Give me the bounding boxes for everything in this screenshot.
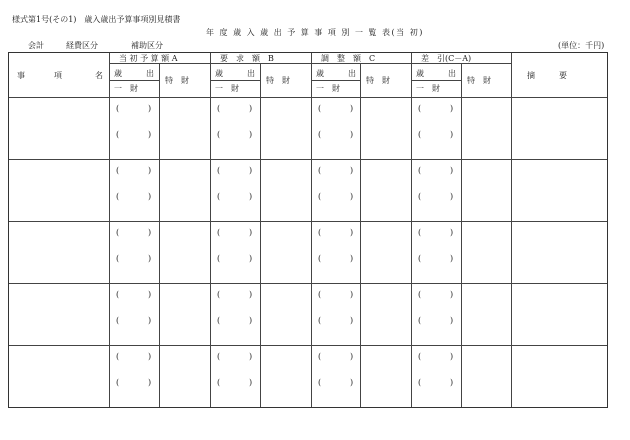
paren-open-b-1-3: (	[418, 192, 422, 201]
paren-open-b-1-1: (	[217, 192, 221, 201]
paren-open-a-0-2: (	[318, 104, 322, 113]
paren-open-b-4-1: (	[217, 378, 221, 387]
paren-open-a-2-2: (	[318, 228, 322, 237]
paren-close-a-3-2: )	[350, 290, 354, 299]
ippan-label-2: 一 財	[316, 84, 340, 93]
paren-close-b-3-3: )	[450, 316, 454, 325]
paren-close-a-1-0: )	[148, 166, 152, 175]
paren-close-b-4-0: )	[148, 378, 152, 387]
shutsu-label-3: 出	[448, 69, 456, 78]
paren-open-a-0-3: (	[418, 104, 422, 113]
paren-open-b-3-1: (	[217, 316, 221, 325]
paren-open-b-0-1: (	[217, 130, 221, 139]
paren-close-b-0-1: )	[249, 130, 253, 139]
paren-close-a-4-0: )	[148, 352, 152, 361]
ippan-label-0: 一 財	[114, 84, 138, 93]
paren-close-b-1-3: )	[450, 192, 454, 201]
col-line-4	[511, 53, 512, 407]
sai-label-0: 歳	[114, 69, 122, 78]
group-header-1: 要 求 額 B	[220, 54, 274, 63]
paren-open-a-0-0: (	[116, 104, 120, 113]
shutsu-label-2: 出	[348, 69, 356, 78]
paren-close-b-2-1: )	[249, 254, 253, 263]
paren-open-b-1-2: (	[318, 192, 322, 201]
paren-open-a-1-2: (	[318, 166, 322, 175]
ippan-label-1: 一 財	[215, 84, 239, 93]
paren-open-a-4-1: (	[217, 352, 221, 361]
paren-close-b-1-1: )	[249, 192, 253, 201]
paren-open-b-0-3: (	[418, 130, 422, 139]
subhead-line-3	[411, 80, 461, 81]
paren-close-a-0-1: )	[249, 104, 253, 113]
item-header-char-3: 名	[95, 71, 103, 80]
subhead-line-2	[311, 80, 360, 81]
paren-open-b-3-2: (	[318, 316, 322, 325]
paren-close-a-4-2: )	[350, 352, 354, 361]
paren-close-a-2-2: )	[350, 228, 354, 237]
mid-line-3	[461, 63, 462, 407]
paren-open-b-0-0: (	[116, 130, 120, 139]
mid-line-2	[360, 63, 361, 407]
paren-close-a-2-3: )	[450, 228, 454, 237]
paren-close-a-3-3: )	[450, 290, 454, 299]
paren-close-b-4-3: )	[450, 378, 454, 387]
paren-close-a-4-3: )	[450, 352, 454, 361]
paren-open-b-2-0: (	[116, 254, 120, 263]
paren-close-b-2-2: )	[350, 254, 354, 263]
shutsu-label-0: 出	[146, 69, 154, 78]
paren-open-a-4-2: (	[318, 352, 322, 361]
paren-close-b-3-2: )	[350, 316, 354, 325]
paren-close-b-1-2: )	[350, 192, 354, 201]
paren-open-a-2-3: (	[418, 228, 422, 237]
col-line-3	[411, 53, 412, 407]
paren-open-a-4-3: (	[418, 352, 422, 361]
row-line-4	[9, 345, 607, 346]
tokubetsu-label-0: 特 財	[165, 76, 189, 85]
paren-close-b-4-1: )	[249, 378, 253, 387]
paren-close-b-0-2: )	[350, 130, 354, 139]
paren-close-a-2-1: )	[249, 228, 253, 237]
account-label: 会計	[28, 41, 44, 50]
paren-open-a-3-3: (	[418, 290, 422, 299]
tokubetsu-label-1: 特 財	[266, 76, 290, 85]
group-header-0: 当 初 予 算 額 A	[119, 54, 178, 63]
paren-open-b-2-1: (	[217, 254, 221, 263]
unit-label: (単位：千円)	[558, 41, 605, 50]
estimate-table	[8, 52, 608, 408]
paren-open-b-1-0: (	[116, 192, 120, 201]
paren-close-a-0-0: )	[148, 104, 152, 113]
tokubetsu-label-3: 特 財	[467, 76, 491, 85]
sai-label-3: 歳	[416, 69, 424, 78]
subhead-line-0	[109, 80, 159, 81]
group-header-3: 差 引(C－A)	[421, 54, 472, 63]
paren-open-b-0-2: (	[318, 130, 322, 139]
item-header-char-1: 事	[17, 71, 25, 80]
col-line-0	[109, 53, 110, 407]
paren-open-a-3-1: (	[217, 290, 221, 299]
paren-close-a-1-1: )	[249, 166, 253, 175]
group-header-2: 調 整 額 C	[321, 54, 376, 63]
paren-open-b-4-2: (	[318, 378, 322, 387]
form-title: 様式第1号(その1) 歳入歳出予算事項別見積書	[12, 15, 181, 24]
paren-close-b-2-0: )	[148, 254, 152, 263]
paren-close-a-4-1: )	[249, 352, 253, 361]
paren-close-a-3-1: )	[249, 290, 253, 299]
paren-close-b-2-3: )	[450, 254, 454, 263]
sai-label-2: 歳	[316, 69, 324, 78]
paren-open-a-2-1: (	[217, 228, 221, 237]
paren-close-a-0-2: )	[350, 104, 354, 113]
paren-close-a-1-2: )	[350, 166, 354, 175]
sai-label-1: 歳	[215, 69, 223, 78]
paren-close-b-0-0: )	[148, 130, 152, 139]
paren-open-b-3-3: (	[418, 316, 422, 325]
paren-open-b-4-0: (	[116, 378, 120, 387]
paren-open-a-2-0: (	[116, 228, 120, 237]
paren-open-a-1-0: (	[116, 166, 120, 175]
paren-close-b-3-1: )	[249, 316, 253, 325]
header-bottom-line	[9, 97, 607, 98]
col-line-1	[210, 53, 211, 407]
mid-line-1	[260, 63, 261, 407]
paren-close-b-4-2: )	[350, 378, 354, 387]
mid-line-0	[159, 63, 160, 407]
ippan-label-3: 一 財	[416, 84, 440, 93]
paren-open-b-2-2: (	[318, 254, 322, 263]
sheet-title: 年 度 歳 入 歳 出 予 算 事 項 別 一 覧 表(当 初)	[206, 28, 424, 37]
paren-open-b-4-3: (	[418, 378, 422, 387]
tekiyo-header: 摘 要	[527, 71, 567, 80]
subsidy-division-label: 補助区分	[131, 41, 163, 50]
shutsu-label-1: 出	[247, 69, 255, 78]
paren-open-a-3-0: (	[116, 290, 120, 299]
paren-close-a-3-0: )	[148, 290, 152, 299]
paren-open-a-1-1: (	[217, 166, 221, 175]
row-line-1	[9, 159, 607, 160]
paren-close-b-0-3: )	[450, 130, 454, 139]
paren-close-b-3-0: )	[148, 316, 152, 325]
expense-division-label: 経費区分	[66, 41, 98, 50]
paren-close-a-1-3: )	[450, 166, 454, 175]
col-line-2	[311, 53, 312, 407]
tokubetsu-label-2: 特 財	[366, 76, 390, 85]
paren-close-b-1-0: )	[148, 192, 152, 201]
row-line-3	[9, 283, 607, 284]
paren-open-b-2-3: (	[418, 254, 422, 263]
paren-open-a-1-3: (	[418, 166, 422, 175]
paren-close-a-0-3: )	[450, 104, 454, 113]
item-header-char-2: 項	[54, 71, 62, 80]
paren-open-a-0-1: (	[217, 104, 221, 113]
row-line-2	[9, 221, 607, 222]
paren-open-a-4-0: (	[116, 352, 120, 361]
paren-open-a-3-2: (	[318, 290, 322, 299]
paren-open-b-3-0: (	[116, 316, 120, 325]
subhead-line-1	[210, 80, 260, 81]
paren-close-a-2-0: )	[148, 228, 152, 237]
